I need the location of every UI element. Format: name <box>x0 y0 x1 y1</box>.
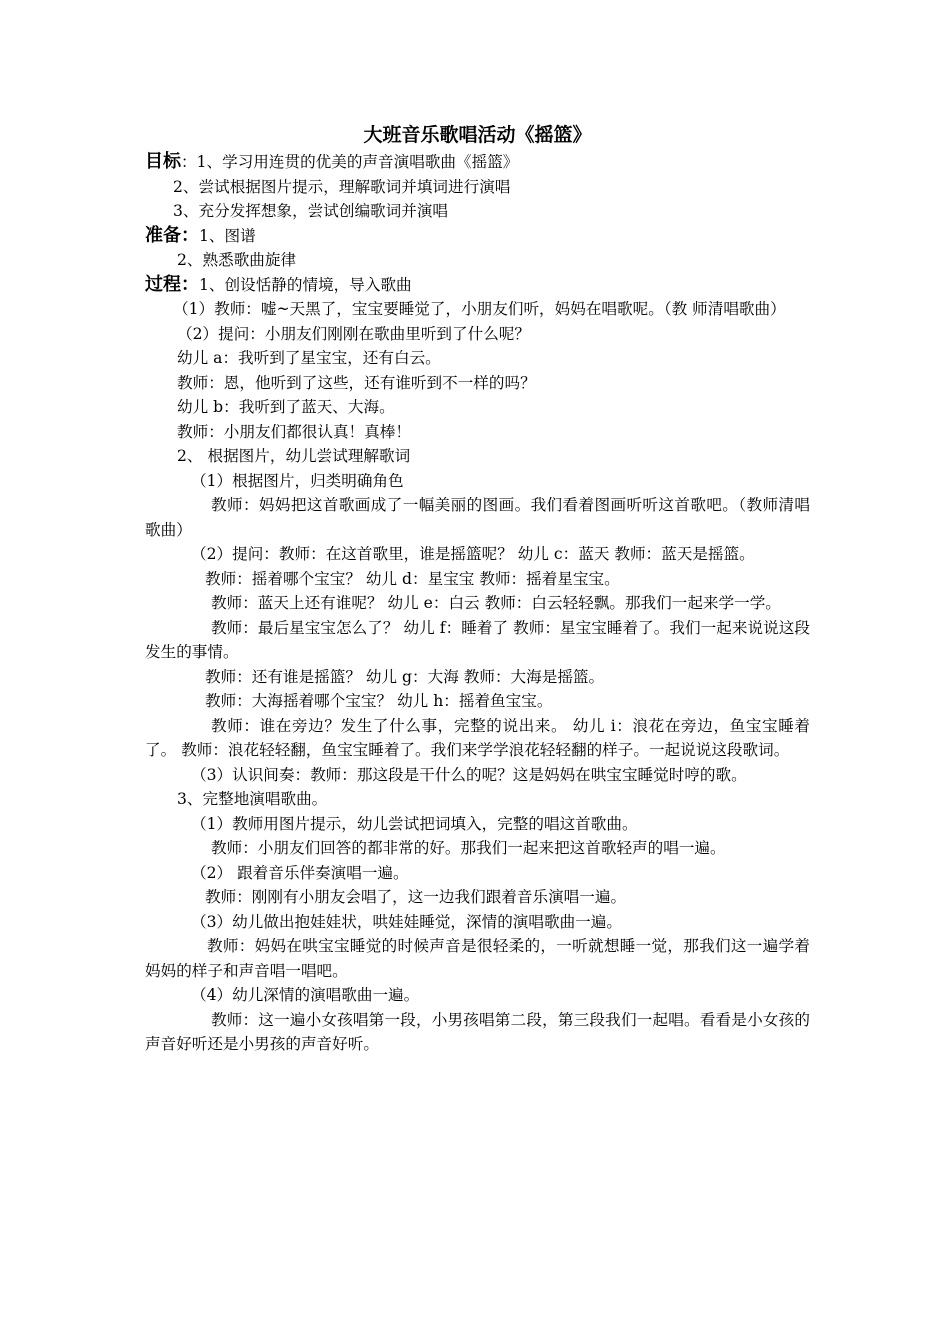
goal-item-3: 3、充分发挥想象，尝试创编歌词并演唱 <box>173 202 449 220</box>
paragraph: 教师：刚刚有小朋友会唱了，这一边我们跟着音乐演唱一遍。 <box>205 888 627 906</box>
process-line-1 <box>145 273 810 298</box>
paragraph: 教师：摇着哪个宝宝？ 幼儿 d：星宝宝 教师：摇着星宝宝。 <box>205 569 620 588</box>
process-step-2: 2、 根据图片，幼儿尝试理解歌词 <box>177 447 411 465</box>
process-step-3: 3、完整地演唱歌曲。 <box>177 790 328 808</box>
paragraph: 教师：最后星宝宝怎么了？ 幼儿 f：睡着了 教师：星宝宝睡着了。我们一起来说说这段发生的事情。 <box>145 618 810 661</box>
prep-item-1: 1、图谱 <box>199 226 256 245</box>
paragraph: （2）提问：教师：在这首歌里，谁是摇篮呢？ 幼儿 c：蓝天 教师：蓝天是摇篮。 <box>191 545 755 563</box>
paragraph: 教师：小朋友们回答的都非常的好。那我们一起来把这首歌轻声的唱一遍。 <box>211 839 726 857</box>
prep-item-2: 2、熟悉歌曲旋律 <box>177 251 297 269</box>
document-title: 大班音乐歌唱活动《摇篮》 <box>363 124 592 146</box>
document-page <box>145 120 810 1057</box>
paragraph: 教师：小朋友们都很认真！真棒！ <box>177 422 411 441</box>
paragraph: （2）提问：小朋友们刚刚在歌曲里听到了什么呢？ <box>177 324 530 343</box>
goal-item-1: 1、学习用连贯的优美的声音演唱歌曲《摇篮》 <box>196 153 519 171</box>
paragraph: （1）教师：嘘~天黑了，宝宝要睡觉了，小朋友们听，妈妈在唱歌呢。（教 师清唱歌曲） <box>173 300 786 318</box>
paragraph: （3）幼儿做出抱娃娃状，哄娃娃睡觉，深情的演唱歌曲一遍。 <box>191 912 622 931</box>
prep-heading: 准备： <box>145 224 199 246</box>
paragraph: 教师：这一遍小女孩唱第一段，小男孩唱第二段，第三段我们一起唱。看看是小女孩的声音好听还是小男孩的声音好听。 <box>145 1010 810 1053</box>
paragraph: 教师：蓝天上还有谁呢？ 幼儿 e：白云 教师：白云轻轻飘。那我们一起来学一学。 <box>211 594 781 612</box>
paragraph: （4）幼儿深情的演唱歌曲一遍。 <box>191 986 420 1004</box>
goals-line-1 <box>145 150 810 175</box>
goals-heading: 目标 <box>145 151 181 172</box>
paragraph: （3）认识间奏：教师：那这段是干什么的呢？这是妈妈在哄宝宝睡觉时哼的歌。 <box>191 765 747 784</box>
paragraph: 教师：恩，他听到了这些，还有谁听到不一样的吗？ <box>177 373 536 392</box>
prep-line-1 <box>145 224 810 249</box>
goal-item-2: 2、尝试根据图片提示，理解歌词并填词进行演唱 <box>173 177 511 196</box>
paragraph: 教师：谁在旁边？发生了什么事，完整的说出来。 幼儿 i：浪花在旁边，鱼宝宝睡着了。 教师：浪花轻轻翻，鱼宝宝睡着了。我们来学学浪花轻轻翻的样子。一起说说这段歌词。 <box>145 716 810 759</box>
paragraph: （1）教师用图片提示，幼儿尝试把词填入，完整的唱这首歌曲。 <box>191 814 638 833</box>
goals-separator: ： <box>181 153 197 171</box>
paragraph: （1）根据图片，归类明确角色 <box>191 471 404 490</box>
process-heading: 过程： <box>145 273 199 295</box>
process-step-1: 1、创设恬静的情境，导入歌曲 <box>199 275 412 294</box>
paragraph: 教师：妈妈在哄宝宝睡觉的时候声音是很轻柔的，一听就想睡一觉，那我们这一遍学着妈妈的样子和声音唱一唱吧。 <box>145 937 810 980</box>
paragraph: 教师：还有谁是摇篮？ 幼儿 g：大海 教师：大海是摇篮。 <box>205 667 605 686</box>
paragraph: 教师：大海摇着哪个宝宝？ 幼儿 h：摇着鱼宝宝。 <box>205 692 553 710</box>
paragraph: （2） 跟着音乐伴奏演唱一遍。 <box>191 863 409 882</box>
paragraph: 教师：妈妈把这首歌画成了一幅美丽的图画。我们看着图画听听这首歌吧。（教师清唱歌曲） <box>145 496 810 539</box>
paragraph: 幼儿 a：我听到了星宝宝，还有白云。 <box>177 349 441 367</box>
paragraph: 幼儿 b：我听到了蓝天、大海。 <box>177 398 395 416</box>
